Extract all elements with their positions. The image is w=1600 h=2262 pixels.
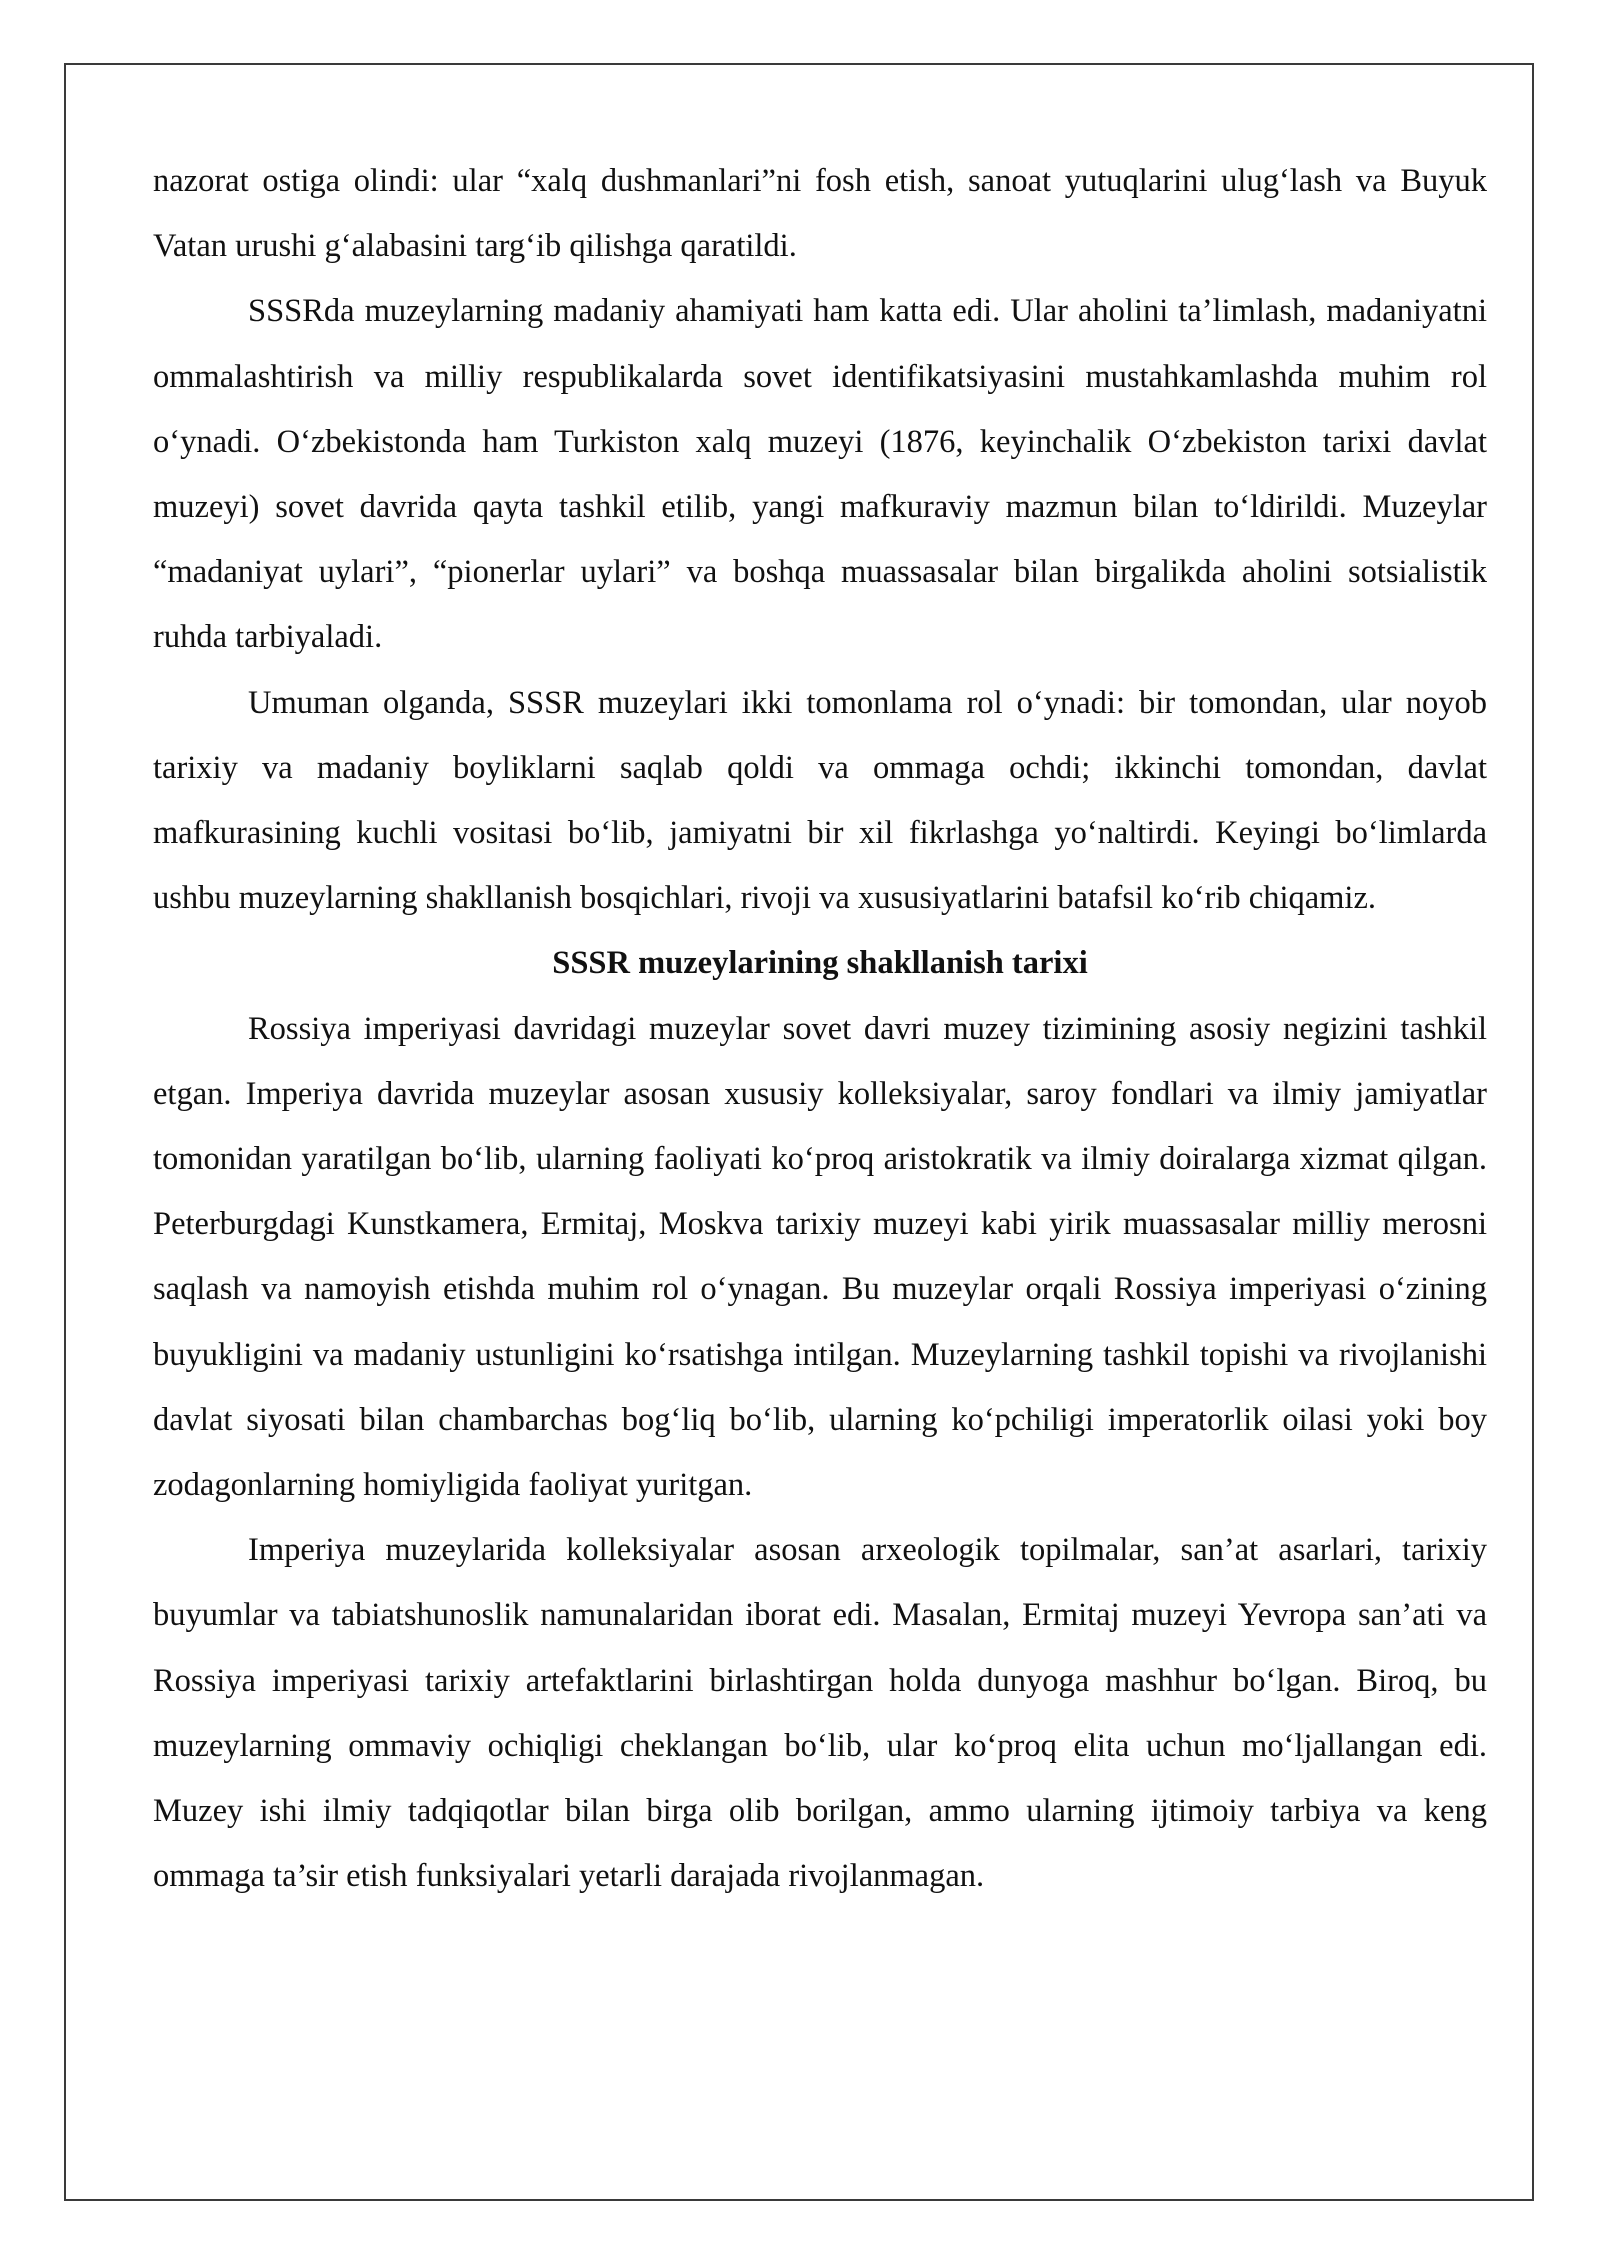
paragraph-continuation: nazorat ostiga olindi: ular “xalq dushmanlari”ni fosh etish, sanoat yutuqlarini ulug‘lash va Buyuk Vatan urushi g‘alabasini targ‘ib qilishga qaratildi. [153, 163, 1487, 265]
section-heading: SSSR muzeylarining shakllanish tarixi [552, 945, 1088, 982]
paragraph-museum-cultural-role: SSSRda muzeylarning madaniy ahamiyati ham katta edi. Ular aholini ta’limlash, madaniyatni ommalashtirish va milliy respublikalarda sovet identifikatsiyasini mustahkamlashda muhim rol o‘ynadi. O‘zbekistonda ham Turkiston xalq muzeyi (1876, keyinchalik O‘zbekiston tarixi davlat muzeyi) sovet davrida qayta tashkil etilib, yangi mafkuraviy mazmun bilan to‘ldirildi. Muzeylar “madaniyat uylari”, “pionerlar uylari” va boshqa muassasalar bilan birgalikda aholini sotsialistik ruhda tarbiyaladi. [153, 293, 1487, 656]
paragraph-imperial-museums: Rossiya imperiyasi davridagi muzeylar sovet davri muzey tizimining asosiy negizini tashkil etgan. Imperiya davrida muzeylar asosan xususiy kolleksiyalar, saroy fondlari va ilmiy jamiyatlar tomonidan yaratilgan bo‘lib, ularning faoliyati ko‘proq aristokratik va ilmiy doiralarga xizmat qilgan. Peterburgdagi Kunstkamera, Ermitaj, Moskva tarixiy muzeyi kabi yirik muassasalar milliy merosni saqlash va namoyish etishda muhim rol o‘ynagan. Bu muzeylar orqali Rossiya imperiyasi o‘zining buyukligini va madaniy ustunligini ko‘rsatishga intilgan. Muzeylarning tashkil topishi va rivojlanishi davlat siyosati bilan chambarchas bog‘liq bo‘lib, ularning ko‘pchiligi imperatorlik oilasi yoki boy zodagonlarning homiyligida faoliyat yuritgan. [153, 1010, 1487, 1504]
paragraph-imperial-collections: Imperiya muzeylarida kolleksiyalar asosan arxeologik topilmalar, san’at asarlari, tarixiy buyumlar va tabiatshunoslik namunalaridan iborat edi. Masalan, Ermitaj muzeyi Yevropa san’ati va Rossiya imperiyasi tarixiy artefaktlarini birlashtirgan holda dunyoga mashhur bo‘lgan. Biroq, bu muzeylarning ommaviy ochiqligi cheklangan bo‘lib, ular ko‘proq elita uchun mo‘ljallangan edi. Muzey ishi ilmiy tadqiqotlar bilan birga olib borilgan, ammo ularning ijtimoiy tarbiya va keng ommaga ta’sir etish funksiyalari yetarli darajada rivojlanmagan. [153, 1532, 1487, 1895]
document-body [153, 149, 1487, 1909]
paragraph-summary: Umuman olganda, SSSR muzeylari ikki tomonlama rol o‘ynadi: bir tomondan, ular noyob tarixiy va madaniy boyliklarni saqlab qoldi va ommaga ochdi; ikkinchi tomondan, davlat mafkurasining kuchli vositasi bo‘lib, jamiyatni bir xil fikrlashga yo‘naltirdi. Keyingi bo‘limlarda ushbu muzeylarning shakllanish bosqichlari, rivoji va xususiyatlarini batafsil ko‘rib chiqamiz. [153, 684, 1487, 917]
